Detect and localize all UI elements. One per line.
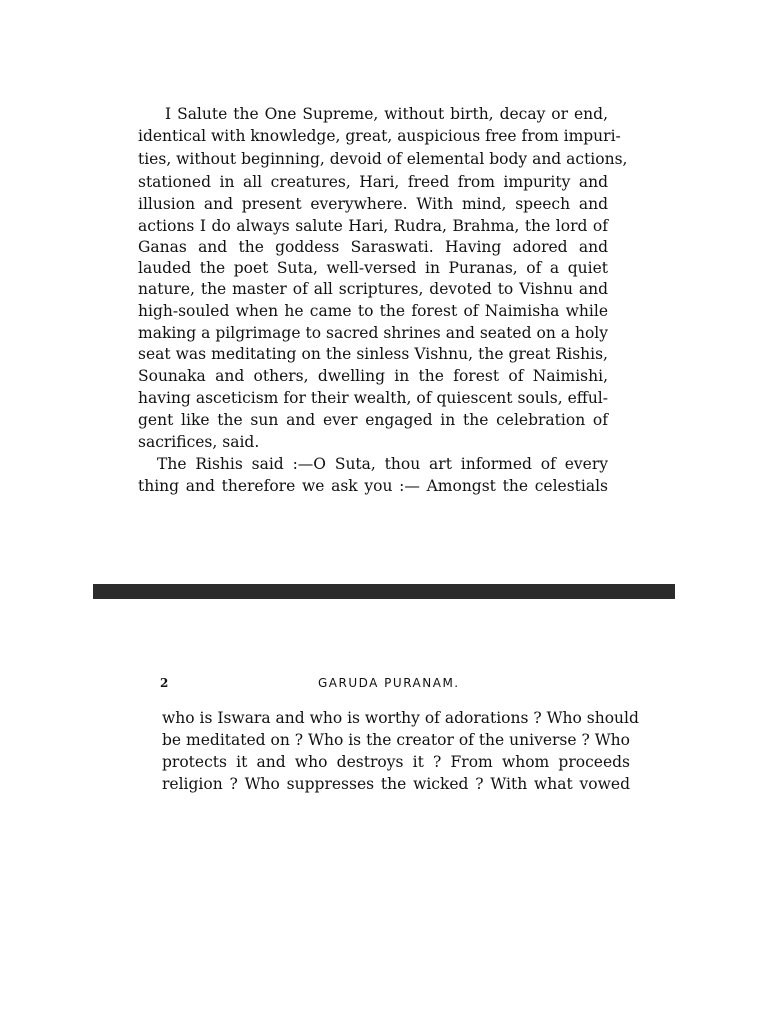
text-line: protects it and who destroys it ? From whom proceeds <box>162 753 630 771</box>
text-line: Sounaka and others, dwelling in the forest of Naimishi, <box>138 367 608 385</box>
text-line: having asceticism for their wealth, of quiescent souls, efful- <box>138 389 608 407</box>
text-line: ties, without beginning, devoid of elemental body and actions, <box>138 150 628 168</box>
page-2 <box>0 599 768 1024</box>
text-line: sacrifices, said. <box>138 433 260 451</box>
text-line: I Salute the One Supreme, without birth, decay or end, <box>165 105 608 123</box>
text-line: gent like the sun and ever engaged in the celebration of <box>138 411 608 429</box>
text-line: The Rishis said :—O Suta, thou art informed of every <box>157 455 608 473</box>
text-line: lauded the poet Suta, well-versed in Puranas, of a quiet <box>138 259 608 277</box>
text-line: nature, the master of all scriptures, devoted to Vishnu and <box>138 280 608 298</box>
page-divider <box>93 584 675 599</box>
text-line: who is Iswara and who is worthy of adorations ? Who should <box>162 709 639 727</box>
text-line: actions I do always salute Hari, Rudra, Brahma, the lord of <box>138 217 608 235</box>
text-line: identical with knowledge, great, auspicious free from impuri- <box>138 127 621 145</box>
text-line: seat was meditating on the sinless Vishnu, the great Rishis, <box>138 345 608 363</box>
text-line: Ganas and the goddess Saraswati. Having adored and <box>138 238 608 256</box>
text-line: stationed in all creatures, Hari, freed from impurity and <box>138 173 608 191</box>
text-line: making a pilgrimage to sacred shrines and seated on a holy <box>138 324 608 342</box>
running-head: GARUDA PURANAM. <box>318 676 460 690</box>
text-line: illusion and present everywhere. With mind, speech and <box>138 195 608 213</box>
text-line: high-souled when he came to the forest of Naimisha while <box>138 302 608 320</box>
text-line: be meditated on ? Who is the creator of the universe ? Who <box>162 731 630 749</box>
text-line: thing and therefore we ask you :— Amongst the celestials <box>138 477 608 495</box>
text-line: religion ? Who suppresses the wicked ? With what vowed <box>162 775 630 793</box>
page-number: 2 <box>160 676 169 690</box>
